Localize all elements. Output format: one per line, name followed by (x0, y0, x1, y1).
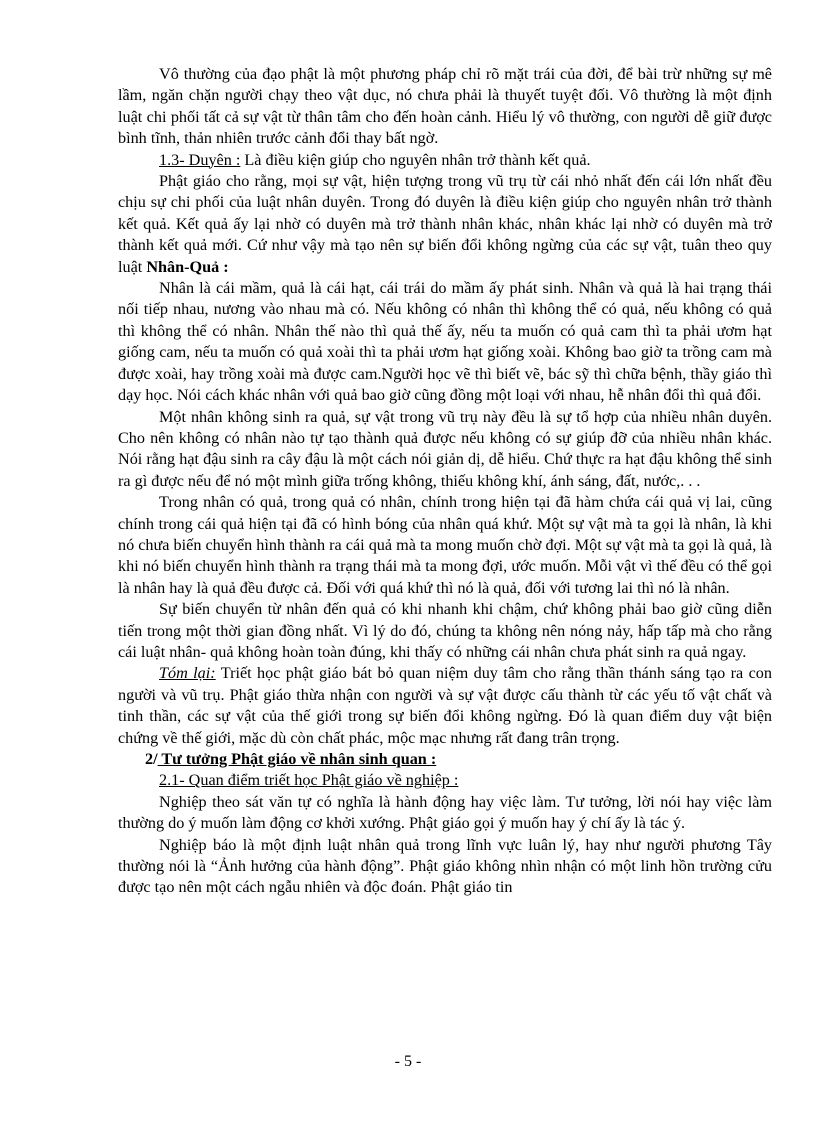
paragraph-nhan-qua: Nhân là cái mầm, quả là cái hạt, cái trái do mầm ấy phát sinh. Nhân và quả là hai trạng thái nối tiếp nhau, nương vào nhau mà có. Nếu không có nhân thì không thể có quả, nếu không có quả thì không thể có nhân. Nhân thế nào thì quả thế ấy, nếu ta muốn có quả cam thì ta phải ươm hạt giống cam, nếu ta muốn có quả xoài thì ta phải ươm hạt giống xoài. Không bao giờ ta trồng cam mà được xoài, hay trồng xoài mà được cam.Người học vẽ thì biết vẽ, bác sỹ thì chữa bệnh, thầy giáo thì dạy học. Nói cách khác nhân với quả bao giờ cũng đồng một loại với nhau, hễ nhân đổi thì quả đổi. (118, 279, 772, 405)
section-heading-1-3: 1.3- Duyên : (159, 150, 241, 169)
section-heading-2-number: 2/ (145, 750, 158, 768)
paragraph-vo-thuong: Vô thường của đạo phật là một phương pháp chỉ rõ mặt trái của đời, để bài trừ những sự mê lầm, ngăn chặn người chạy theo vật dục, nó chưa phải là thuyết tuyệt đối. Vô thường là một định luật chi phối tất cả sự vật từ thân tâm cho đến hoàn cảnh. Hiểu lý vô thường, con người dễ giữ được bình tĩnh, thản nhiên trước cảnh đổi thay bất ngờ. (118, 65, 772, 148)
page-number: - 5 - (394, 1053, 422, 1070)
duyen-definition: Là điều kiện giúp cho nguyên nhân trở thành kết quả. (240, 150, 591, 169)
page-body (118, 64, 772, 899)
duyen-line (118, 150, 772, 171)
section-heading-2-title: Tư tưởng Phật giáo về nhân sinh quan : (157, 750, 437, 768)
paragraph-to-hop: Một nhân không sinh ra quả, sự vật trong vũ trụ này đều là sự tổ hợp của nhiều nhân duyên. Cho nên không có nhân nào tự tạo thành quả được nếu không có sự giúp đỡ của nhiều nhân khác. Nói rằng hạt đậu sinh ra cây đậu là một cách nói giản dị, dễ hiểu. Chứ thực ra hạt đậu không thể sinh ra gì được nếu để nó một mình giữa trống không, thiếu không khí, ánh sáng, đất, nước,. . . (118, 407, 772, 490)
paragraph-trong-nhan-co-qua: Trong nhân có quả, trong quả có nhân, chính trong hiện tại đã hàm chứa cái quả vị lai, cũng chính trong cái quả hiện tại đã có hình bóng của nhân quá khứ. Một sự vật mà ta gọi là nhân, là khi nó chưa biến chuyển hình thành ra cái quả mà ta mong muốn chờ đợi. Một sự vật mà ta gọi là quả, là khi nó biến chuyển hình thành ra trạng thái mà ta mong đợi, ước muốn. Mỗi vật vì thế đều có thể gọi là nhân hay là quả đều được cả. Đối với quá khứ thì nó là quả, đối với tương lai thì nó là nhân. (118, 493, 772, 597)
paragraph-tom-lai (118, 663, 772, 749)
paragraph-nhan-duyen-text: Phật giáo cho rằng, mọi sự vật, hiện tượng trong vũ trụ từ cái nhỏ nhất đến cái lớn nhất đều chịu sự chi phối của luật nhân duyên. Trong đó duyên là điều kiện giúp cho nguyên nhân trở thành kết quả. Kết quả ấy lại nhờ có duyên mà trở thành nhân khác, nhân khác lại nhờ có duyên mà trở thành kết quả mới. Cứ như vậy mà tạo nên sự biến đổi không ngừng của các sự vật, tuân theo quy luật (118, 172, 772, 276)
paragraph-nhan-duyen (118, 171, 772, 278)
paragraph-bien-chuyen: Sự biến chuyển từ nhân đến quả có khi nhanh khi chậm, chứ không phải bao giờ cũng diễn tiến trong một thời gian đồng nhất. Vì lý do đó, chúng ta không nên nóng nảy, hấp tấp mà cho rằng cái luật nhân- quả không hoàn toàn đúng, khi thấy có những cái nhân chưa phát sinh ra quả ngay. (118, 600, 772, 661)
section-heading-2-1: 2.1- Quan điểm triết học Phật giáo về nghiệp : (159, 771, 459, 790)
section-heading-2 (118, 749, 772, 770)
nhan-qua-term: Nhân-Quả : (146, 257, 229, 276)
tom-lai-text: Triết học phật giáo bát bỏ quan niệm duy tâm cho rằng thần thánh sáng tạo ra con người và vũ trụ. Phật giáo thừa nhận con người và sự vật được cấu thành từ các yếu tố vật chất và tinh thần, các sự vật của thế giới trong sự biến đổi không ngừng. Đó là quan điểm duy vật biện chứng về thế giới, mặc dù còn chất phác, mộc mạc nhưng rất đang trân trọng. (118, 664, 772, 747)
paragraph-nghiep-bao: Nghiệp báo là một định luật nhân quả trong lĩnh vực luân lý, hay như người phương Tây thường nói là “Ảnh hưởng của hành động”. Phật giáo không nhìn nhận có một linh hồn trường cửu được tạo nên một cách ngẫu nhiên và độc đoán. Phật giáo tin (118, 835, 772, 897)
section-heading-2-1-line (118, 770, 772, 791)
paragraph-nghiep: Nghiệp theo sát văn tự có nghĩa là hành động hay việc làm. Tư tưởng, lời nói hay việc làm thường do ý muốn làm động cơ khởi xướng. Phật giáo gọi ý muốn hay ý chí ấy là tác ý. (118, 792, 772, 833)
tom-lai-label: Tóm lại: (159, 664, 216, 683)
